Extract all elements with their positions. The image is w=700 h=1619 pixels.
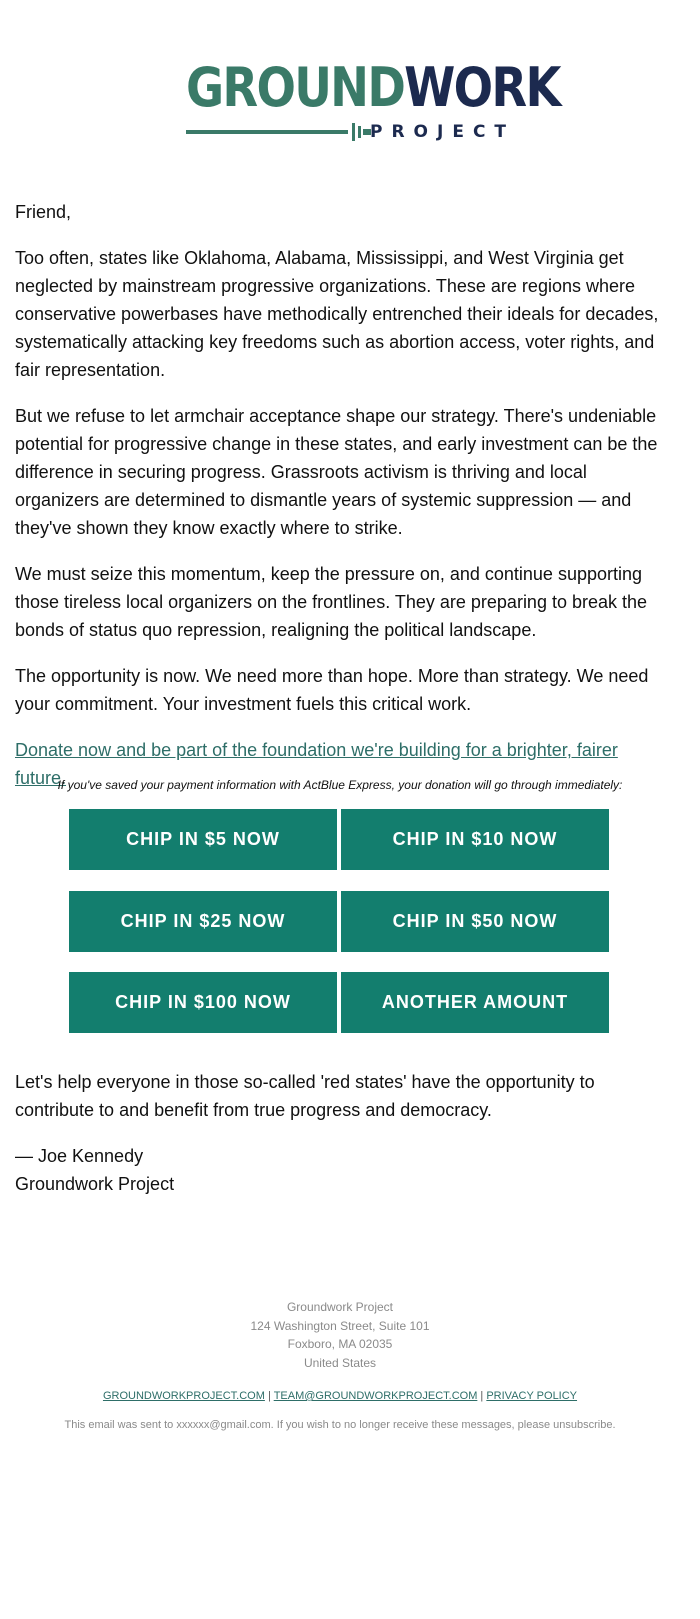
footer-address — [0, 1298, 680, 1372]
body-paragraph: The opportunity is now. We need more than hope. More than strategy. We need your commitment. Your investment fuels this critical work. — [15, 666, 649, 714]
footer — [0, 1298, 680, 1433]
groundwork-logo — [186, 56, 560, 144]
footer-city: Foxboro, MA 02035 — [287, 1337, 393, 1351]
chip-in-50-button[interactable]: CHIP IN $50 NOW — [341, 891, 609, 952]
chip-in-5-button[interactable]: CHIP IN $5 NOW — [69, 809, 337, 870]
body-paragraph: Too often, states like Oklahoma, Alabama, Mississippi, and West Virginia get neglected by mainstream progressive organizations. These are regions where conservative powerbases have methodically entrenched their ideals for decades, systematically attacking key freedoms such as abortion access, voter rights, and fair representation. — [15, 248, 659, 380]
another-amount-button[interactable]: ANOTHER AMOUNT — [341, 972, 609, 1033]
email-link[interactable]: TEAM@GROUNDWORKPROJECT.COM — [273, 1390, 478, 1402]
footer-org: Groundwork Project — [286, 1300, 394, 1314]
footer-street: 124 Washington Street, Suite 101 — [250, 1318, 430, 1333]
website-link[interactable]: GROUNDWORKPROJECT.COM — [102, 1390, 265, 1402]
signature — [15, 1142, 675, 1198]
chip-in-100-button[interactable]: CHIP IN $100 NOW — [69, 972, 337, 1033]
chip-in-10-button[interactable]: CHIP IN $10 NOW — [341, 809, 609, 870]
donate-link[interactable]: Donate now and be part of the foundation we're building for a brighter, fairer future. — [15, 740, 618, 788]
link-separator: | — [480, 1390, 484, 1402]
chip-in-25-button[interactable]: CHIP IN $25 NOW — [69, 891, 337, 952]
closing-paragraph: Let's help everyone in those so-called 'red states' have the opportunity to contribute to and benefit from true progress and democracy. — [15, 1072, 595, 1120]
logo-ground-text: GROUND — [186, 56, 405, 119]
signature-org: Groundwork Project — [15, 1174, 175, 1194]
privacy-policy-link[interactable]: PRIVACY POLICY — [486, 1390, 578, 1402]
footer-links — [0, 1387, 680, 1405]
logo-work-text: WORK — [404, 56, 560, 119]
greeting: Friend, — [15, 202, 72, 222]
logo-underline — [186, 130, 348, 134]
logo-tick — [358, 126, 361, 138]
logo-project-text: PROJECT — [370, 122, 516, 142]
body-paragraph: We must seize this momentum, keep the pressure on, and continue supporting those tireless local organizers on the frontlines. They are preparing to break the bonds of status quo repression, realigning the political landscape. — [15, 564, 648, 640]
body-paragraph: But we refuse to let armchair acceptance shape our strategy. There's undeniable potential for progressive change in these states, and early investment can be the difference in securing progress. Grassroots activism is thriving and local organizers are determined to dismantle years of systemic suppression — and they've shown they know exactly where to strike. — [15, 406, 658, 538]
unsubscribe-note: This email was sent to xxxxxx@gmail.com. If you wish to no longer receive these messages, please unsubscribe. — [64, 1419, 616, 1431]
link-separator: | — [267, 1390, 271, 1402]
email-body — [15, 198, 670, 792]
signature-name: — Joe Kennedy — [15, 1146, 144, 1166]
logo-wordmark — [186, 56, 560, 120]
actblue-express-note: If you've saved your payment information with ActBlue Express, your donation will go through immediately: — [57, 778, 623, 792]
logo-tick — [352, 123, 355, 141]
closing-section — [15, 1068, 675, 1216]
footer-country: United States — [303, 1355, 377, 1370]
